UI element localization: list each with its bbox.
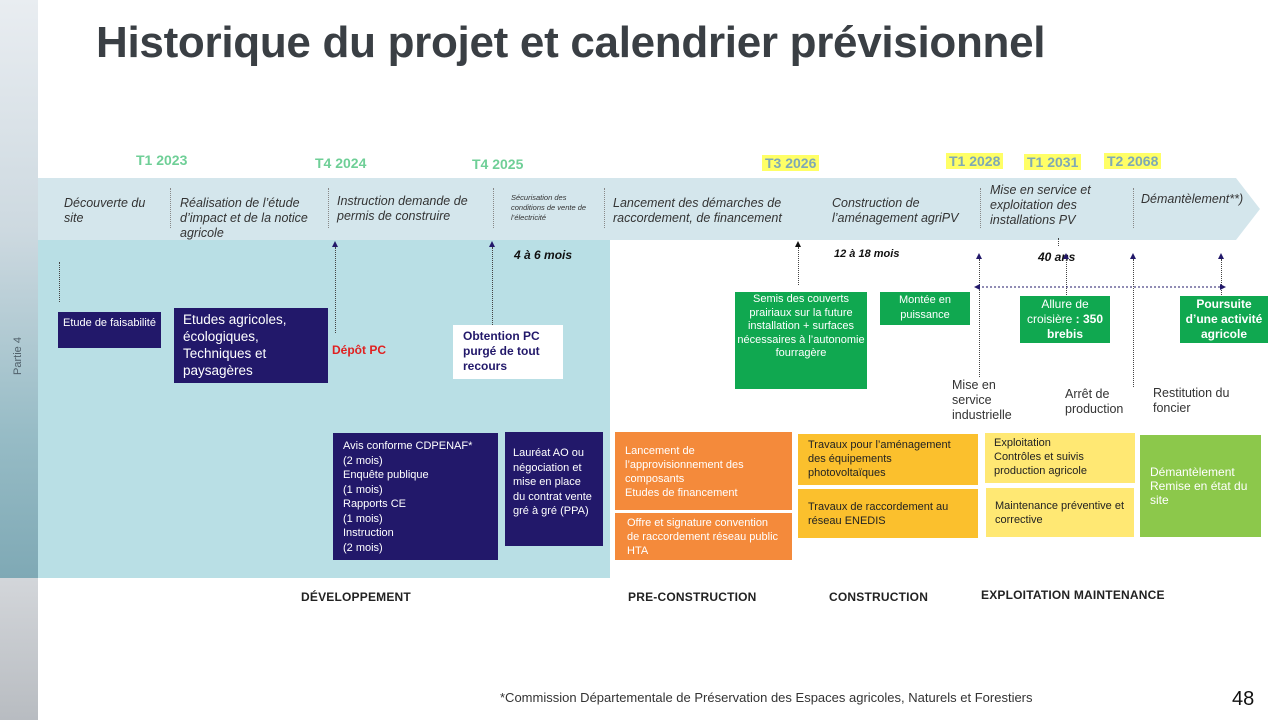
exploitation-box xyxy=(985,433,1135,483)
task-line: Etudes de financement xyxy=(625,487,738,499)
task-line: Lancement de l’approvisionnement des composants xyxy=(625,445,744,485)
etudes-agricoles-box: Etudes agricoles, écologiques, Techniques et paysagères xyxy=(174,308,328,383)
obtention-pc-box: Obtention PC purgé de tout recours xyxy=(453,325,563,379)
task-line: (1 mois) xyxy=(343,512,383,525)
step-separator xyxy=(604,188,605,228)
phase-label: EXPLOITATION MAINTENANCE xyxy=(981,588,1165,602)
step-label: Démantèlement**) xyxy=(1141,192,1244,206)
connector-line xyxy=(1221,259,1222,299)
mise-en-service-label: Mise en service industrielle xyxy=(952,378,1012,422)
duration-label: 40 ans xyxy=(1038,250,1076,264)
step-separator xyxy=(1133,188,1134,228)
offre-convention-box: Offre et signature convention de raccordement réseau public HTA xyxy=(615,513,792,560)
step-separator xyxy=(980,188,981,228)
connector-line xyxy=(798,247,799,285)
section-label: Partie 4 xyxy=(12,337,24,375)
phase-label: DÉVELOPPEMENT xyxy=(301,590,411,604)
task-line: Démantèlement xyxy=(1150,465,1235,479)
travaux-raccordement-box: Travaux de raccordement au réseau ENEDIS xyxy=(798,489,978,538)
task-line: Avis conforme CDPENAF* xyxy=(343,440,473,452)
allure-bold-text: : 350 brebis xyxy=(1046,312,1104,341)
step-label: Lancement des démarches de raccordement, de financement xyxy=(613,196,782,225)
quarter-label-highlighted: T2 2068 xyxy=(1104,153,1161,169)
task-line: Enquête publique xyxy=(343,469,429,481)
semis-box: Semis des couverts prairiaux sur la future installation + surfaces nécessaires à l’autonomie fourragère xyxy=(735,292,867,389)
maintenance-box: Maintenance préventive et corrective xyxy=(986,488,1134,537)
duration-label: 4 à 6 mois xyxy=(514,248,573,262)
connector-line xyxy=(1066,259,1067,299)
task-line: Instruction xyxy=(343,527,394,539)
task-line: production agricole xyxy=(994,465,1087,477)
connector-line xyxy=(492,247,493,325)
montee-puissance-box: Montée en puissance xyxy=(880,292,970,325)
allure-croisiere-box xyxy=(1020,296,1110,343)
allure-text: Allure de croisière xyxy=(1026,297,1089,326)
step-label: Instruction demande de permis de construire xyxy=(337,194,468,223)
depot-pc-label: Dépôt PC xyxy=(332,343,386,357)
demantelement-box xyxy=(1140,435,1261,537)
restitution-foncier-label: Restitution du foncier xyxy=(1153,386,1230,415)
phase-label: CONSTRUCTION xyxy=(829,590,929,604)
step-separator xyxy=(170,188,171,228)
task-line: Remise en état du site xyxy=(1150,479,1248,507)
task-line: Rapports CE xyxy=(343,498,406,510)
quarter-label: T1 2023 xyxy=(136,152,188,168)
connector-line xyxy=(59,262,60,302)
connector-line xyxy=(1133,259,1134,387)
step-separator xyxy=(328,188,329,228)
connector-line xyxy=(1058,238,1059,246)
task-line: (2 mois) xyxy=(343,541,383,554)
exploitation-duration-arrow xyxy=(974,282,1226,292)
laureat-ao-box: Lauréat AO ou négociation et mise en place du contrat vente gré à gré (PPA) xyxy=(505,432,603,546)
quarter-label-highlighted: T1 2028 xyxy=(946,153,1003,169)
step-separator xyxy=(493,188,494,228)
quarter-label: T4 2025 xyxy=(472,156,524,172)
arret-production-label: Arrêt de production xyxy=(1065,387,1124,416)
poursuite-box: Poursuite d’une activité agricole xyxy=(1180,296,1268,343)
page-number: 48 xyxy=(1232,688,1255,710)
quarter-label-highlighted: T3 2026 xyxy=(762,155,819,171)
footnote: *Commission Départementale de Préservation des Espaces agricoles, Naturels et Forestiers xyxy=(500,690,1033,705)
quarter-label-highlighted: T1 2031 xyxy=(1024,154,1081,170)
step-label: Réalisation de l’étude d’impact et de la notice agricole xyxy=(180,196,308,240)
sidebar-gradient xyxy=(0,0,38,578)
step-label: Découverte du site xyxy=(64,196,146,225)
task-line: (1 mois) xyxy=(343,483,383,496)
quarter-label: T4 2024 xyxy=(315,155,367,171)
duration-label: 12 à 18 mois xyxy=(834,248,900,260)
step-label: Mise en service et exploitation des installations PV xyxy=(990,183,1091,227)
step-label: Construction de l’aménagement agriPV xyxy=(832,196,959,225)
task-line: (2 mois) xyxy=(343,454,383,467)
page-title: Historique du projet et calendrier prévisionnel xyxy=(96,18,1046,67)
task-line: Exploitation xyxy=(994,437,1051,449)
step-label: Sécurisation des conditions de vente de l’électricité xyxy=(511,193,587,222)
phase-label: PRE-CONSTRUCTION xyxy=(628,590,757,604)
etude-faisabilite-box: Etude de faisabilité xyxy=(58,312,161,348)
lancement-appro-box xyxy=(615,432,792,510)
sidebar-footer-block xyxy=(0,578,38,720)
avis-conforme-box xyxy=(333,433,498,560)
connector-line xyxy=(335,247,336,333)
connector-line xyxy=(979,259,980,377)
travaux-amenagement-box: Travaux pour l’aménagement des équipements photovoltaïques xyxy=(798,434,978,485)
task-line: Contrôles et suivis xyxy=(994,451,1084,463)
